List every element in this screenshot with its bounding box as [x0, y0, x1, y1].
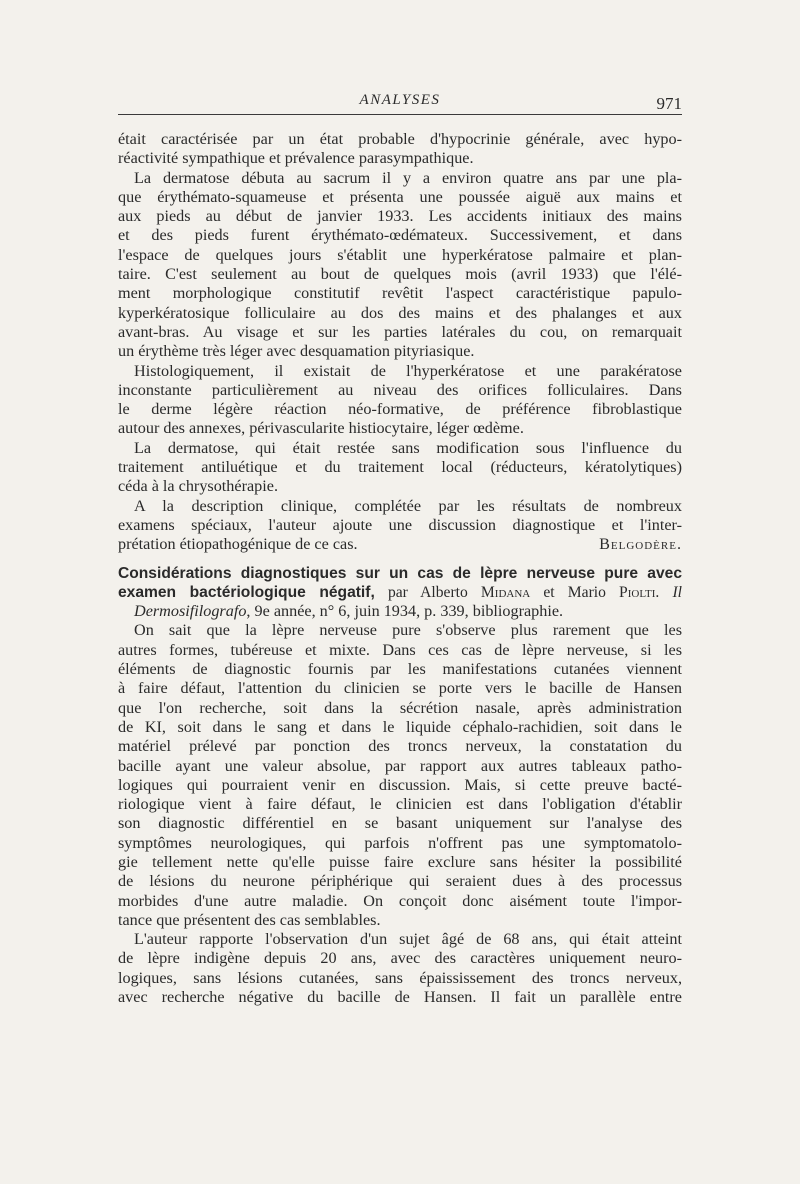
article-title-text: Considérations diagnostiques sur un cas de lèpre nerveuse pure avec — [118, 564, 682, 582]
text-line: logiques, sans lésions cutanées, sans épaississement des troncs nerveux, — [118, 968, 682, 987]
reviewer-signature: Belgodère. — [599, 535, 682, 554]
text-line: autres formes, tubéreuse et mixte. Dans ces cas de lèpre nerveuse, si les — [118, 640, 682, 659]
text-line: de KI, soit dans le sang et dans le liquide céphalo-rachidien, soit dans le — [118, 717, 682, 736]
text-line: traitement antiluétique et du traitement local (réducteurs, kératolytiques) — [118, 458, 682, 477]
text-line: éléments de diagnostic fournis par les manifestations cutanées viennent — [118, 660, 682, 679]
text-line: La dermatose débuta au sacrum il y a environ quatre ans par une pla- — [134, 168, 682, 187]
running-head — [118, 92, 682, 112]
journal-name: Dermosifilografo — [134, 602, 247, 621]
text-line: l'espace de quelques jours s'établit une hyperkératose palmaire et plan- — [118, 245, 682, 264]
text-line: était caractérisée par un état probable d'hypocrinie générale, avec hypo- — [118, 130, 682, 148]
article-title — [118, 564, 682, 583]
text-line: gie tellement nette qu'elle puisse faire exclure sans hésiter la possibilité — [118, 852, 682, 871]
text-line: morbides d'une autre maladie. On conçoit donc aisément toute l'impor- — [118, 891, 682, 910]
text-line: L'auteur rapporte l'observation d'un sujet âgé de 68 ans, qui était atteint — [134, 930, 682, 949]
text-line: céda à la chrysothérapie. — [118, 477, 278, 496]
text-line: A la description clinique, complétée par les résultats de nombreux — [134, 496, 682, 515]
text-line: riologique vient à faire défaut, le clinicien est dans l'obligation d'établir — [118, 795, 682, 814]
running-title: ANALYSES — [359, 92, 441, 108]
text-line: ment morphologique constitutif revêtit l'aspect caractéristique papulo- — [118, 284, 682, 303]
text-line: La dermatose, qui était restée sans modification sous l'influence du — [134, 438, 682, 457]
citation-line — [118, 602, 682, 621]
signature-line — [118, 535, 682, 554]
text-line: que l'on recherche, soit dans la sécrétion nasale, après administration — [118, 698, 682, 717]
text-line: prétation étiopathogénique de ce cas. — [118, 535, 358, 554]
text-line: matériel prélevé par ponction des troncs nerveux, la constatation du — [118, 737, 682, 756]
text-line: bacille ayant une valeur absolue, par rapport aux autres tableaux patho- — [118, 756, 682, 775]
article-2 — [118, 564, 682, 1008]
body-text — [118, 130, 682, 1007]
section-gap — [118, 555, 682, 564]
text-line: symptômes neurologiques, qui parfois n'offrent pas une symptomatolo- — [118, 833, 682, 852]
text-line: taire. C'est seulement au bout de quelques mois (avril 1933) que l'élé- — [118, 265, 682, 284]
text-line: autour des annexes, périvascularite histiocytaire, léger œdème. — [118, 419, 524, 438]
text-line: que érythémato-squameuse et présenta une poussée aiguë aux mains et — [118, 187, 682, 206]
article-title-cont — [118, 583, 682, 602]
text-line: un érythème très léger avec desquamation pityriasique. — [118, 342, 475, 361]
journal-name: Il — [672, 583, 682, 601]
text-line: On sait que la lèpre nerveuse pure s'observe plus rarement que les — [134, 621, 682, 640]
article-1 — [118, 130, 682, 555]
citation-text: et Mario — [530, 583, 620, 601]
text-line: son diagnostic différentiel en se basant uniquement sur l'analyse des — [118, 814, 682, 833]
text-line: logiques qui pourraient venir en discussion. Mais, si cette preuve bacté- — [118, 775, 682, 794]
text-line: inconstante particulièrement au niveau des orifices folliculaires. Dans — [118, 380, 682, 399]
text-line: avant-bras. Au visage et sur les parties latérales du cou, on remarquait — [118, 322, 682, 341]
text-line: de lèpre indigène depuis 20 ans, avec des caractères uniquement neuro- — [118, 949, 682, 968]
text-line: examens spéciaux, l'auteur ajoute une discussion diagnostique et l'inter- — [118, 515, 682, 534]
text-line: avec recherche négative du bacille de Hansen. Il fait un parallèle entre — [118, 988, 682, 1007]
text-line: kyperkératosique folliculaire au dos des mains et des phalanges et aux — [118, 303, 682, 322]
text-line: Histologiquement, il existait de l'hyperkératose et une parakératose — [134, 361, 682, 380]
author-name: Midana — [480, 583, 531, 601]
text-line: le derme légère réaction néo-formative, de préférence fibroblastique — [118, 400, 682, 419]
citation-text: , 9e année, n° 6, juin 1934, p. 339, bibliographie. — [246, 602, 564, 621]
author-name: Piolti — [619, 583, 656, 601]
header-rule — [118, 114, 682, 115]
text-line: réactivité sympathique et prévalence parasympathique. — [118, 149, 474, 168]
text-line: à faire défaut, l'attention du clinicien se porte vers le bacille de Hansen — [118, 679, 682, 698]
page-number: 971 — [656, 94, 682, 113]
text-line: tance que présentent des cas semblables. — [118, 910, 381, 929]
article-title-text: examen bactériologique négatif, — [118, 583, 375, 601]
text-line: et des pieds furent érythémato-œdémateux. Successivement, et dans — [118, 226, 682, 245]
citation-text: . — [655, 583, 673, 601]
citation-text: par Alberto — [374, 583, 481, 601]
text-line: aux pieds au début de janvier 1933. Les accidents initiaux des mains — [118, 207, 682, 226]
text-line: de lésions du neurone périphérique qui seraient dues à des processus — [118, 872, 682, 891]
